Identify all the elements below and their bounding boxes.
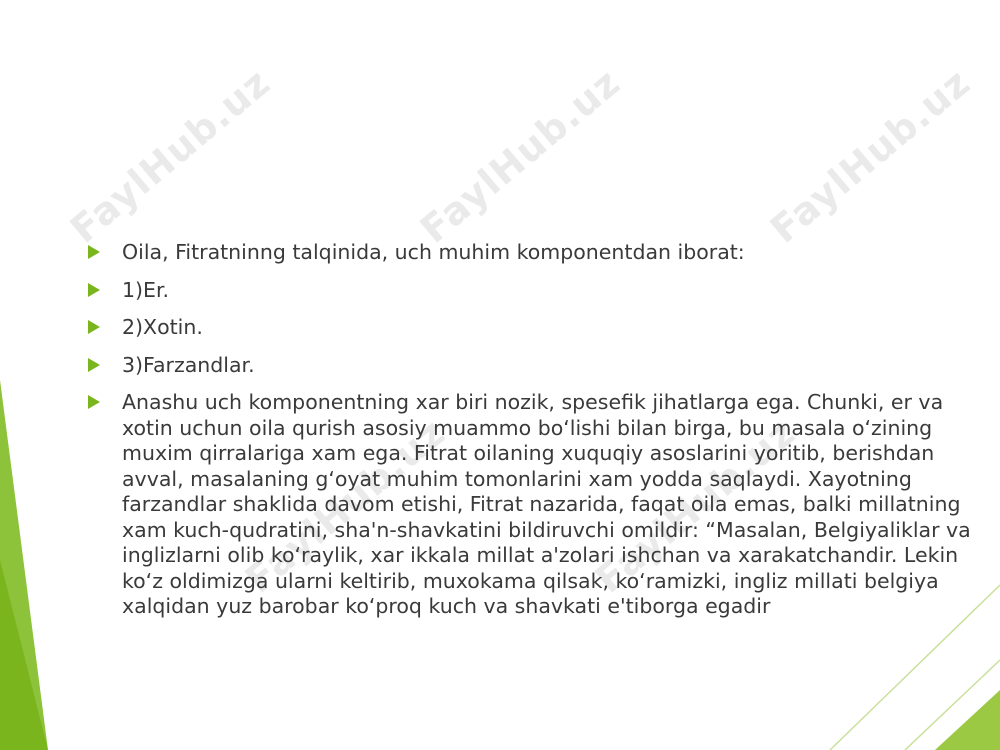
bullet-text: 2)Xotin. [122,315,203,339]
bullet-item-intro [88,240,1000,266]
watermark-2: FaylHub.uz [412,60,629,252]
watermark-1: FaylHub.uz [62,60,279,252]
triangle-right-icon [88,358,100,372]
watermark-3: FaylHub.uz [762,60,979,252]
triangle-right-icon [88,320,100,334]
watermark-6: FaylHub.uz [587,410,804,602]
bullet-text: 1)Er. [122,277,170,302]
bullet-text: 3)Farzandlar. [122,352,255,377]
watermark-5: FaylHub.uz [237,410,454,602]
bullet-item-er [88,278,1000,304]
right-green-corner [935,690,1000,750]
bullet-item-paragraph [88,390,1000,620]
bullet-text: Anashu uch komponentning xar biri nozik, spesefik jihatlarga ega. Chunki, er va xotin uchun oila qurish asosiy muammo bo‘lishi bilan birga, bu masala o‘zining muxim qirralariga xam ega. Fitrat oilaning xuquqiy asoslarini yoritib, berishdan avval, masalaning g‘oyat muhim tomonlarini xam yodda saqlaydi. Xayotning farzandlar shaklida davom etishi, Fitrat nazarida, faqat oila emas, balki millatning xam kuch-qudratini, sha'n-shavkatini bildiruvchi omildir: “Masalan, Belgiyaliklar va inglizlarni olib ko‘raylik, xar ikkala millat a'zolari ishchan va xarakatchandir. Lekin ko‘z oldimizga ularni keltirib, muxokama qilsak, ko‘ramizki, ingliz millati belgiya xalqidan yuz barobar ko‘proq kuch va shavkati e'tiborga egadir [122,390,971,618]
triangle-right-icon [88,283,100,297]
content-area [88,240,1000,632]
bullet-text: Oila, Fitratninng talqinida, uch muhim komponentdan iborat: [122,240,745,264]
bullet-item-xotin [88,315,1000,341]
bullet-list [88,240,1000,620]
triangle-right-icon [88,245,100,259]
triangle-right-icon [88,395,100,409]
bullet-item-farzandlar [88,353,1000,379]
